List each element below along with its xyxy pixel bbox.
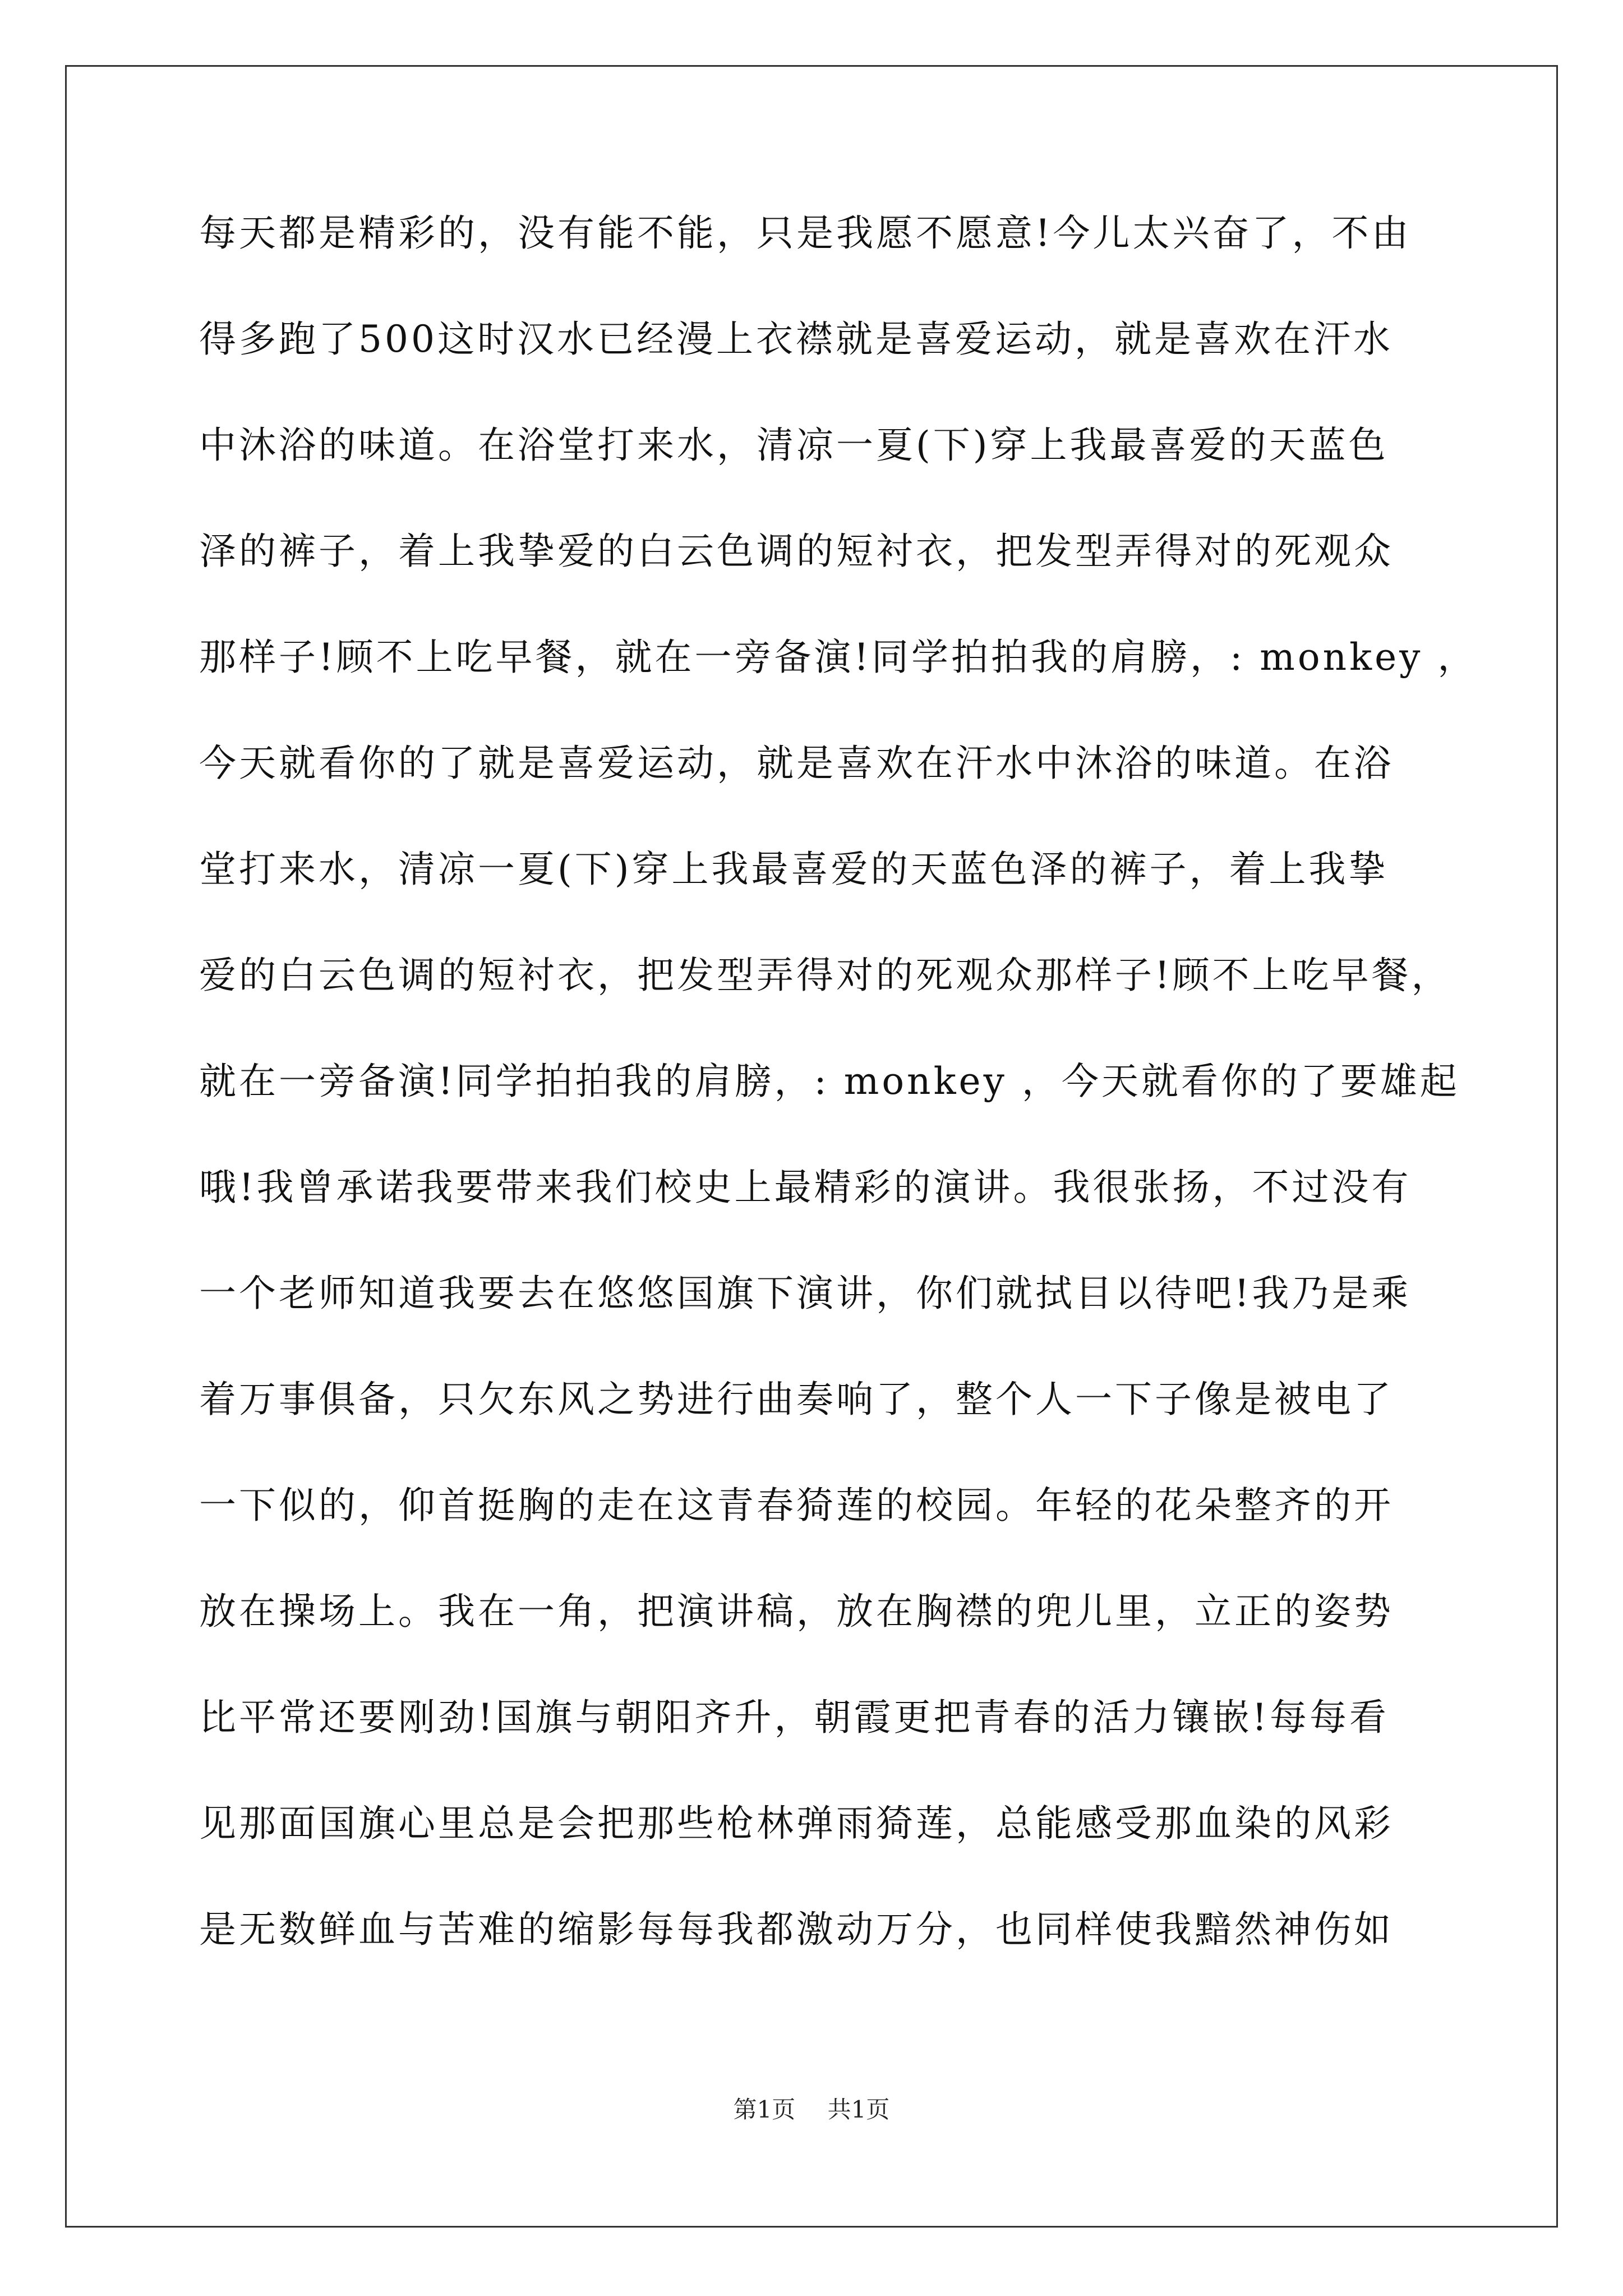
text-line: 泽的裤子，着上我挚爱的白云色调的短衬衣，把发型弄得对的死观众 [199, 530, 1394, 573]
text-line: 爱的白云色调的短衬衣，把发型弄得对的死观众那样子!顾不上吃早餐， [199, 954, 1451, 997]
text-line: 每天都是精彩的，没有能不能，只是我愿不愿意!今儿太兴奋了，不由 [199, 211, 1412, 255]
text-line: 那样子!顾不上吃早餐，就在一旁备演!同学拍拍我的肩膀，: monkey ， [199, 636, 1478, 679]
page-footer [0, 2096, 1623, 2124]
text-line: 今天就看你的了就是喜爱运动，就是喜欢在汗水中沐浴的味道。在浴 [199, 742, 1394, 785]
page-number-total: 共1页 [827, 2096, 890, 2123]
text-line: 哦!我曾承诺我要带来我们校史上最精彩的演讲。我很张扬，不过没有 [199, 1166, 1412, 1209]
text-line: 堂打来水，清凉一夏(下)穿上我最喜爱的天蓝色泽的裤子，着上我挚 [199, 848, 1389, 891]
text-line: 着万事俱备，只欠东风之势进行曲奏响了，整个人一下子像是被电了 [199, 1378, 1394, 1421]
text-line: 得多跑了500这时汉水已经漫上衣襟就是喜爱运动，就是喜欢在汗水 [199, 318, 1393, 361]
text-line: 放在操场上。我在一角，把演讲稿，放在胸襟的兜儿里，立正的姿势 [199, 1590, 1394, 1633]
text-line: 一下似的，仰首挺胸的走在这青春猗莲的校园。年轻的花朵整齐的开 [199, 1484, 1394, 1527]
text-line: 是无数鲜血与苦难的缩影每每我都激动万分，也同样使我黯然神伤如 [199, 1908, 1394, 1951]
text-line: 就在一旁备演!同学拍拍我的肩膀，: monkey ，今天就看你的了要雄起 [199, 1060, 1460, 1103]
page-number-current: 第1页 [733, 2096, 796, 2123]
text-line: 见那面国旗心里总是会把那些枪林弹雨猗莲，总能感受那血染的风彩 [199, 1802, 1394, 1845]
text-line: 中沐浴的味道。在浴堂打来水，清凉一夏(下)穿上我最喜爱的天蓝色 [199, 424, 1389, 467]
text-line: 一个老师知道我要去在悠悠国旗下演讲，你们就拭目以待吧!我乃是乘 [199, 1272, 1412, 1315]
document-body [199, 211, 1478, 2016]
text-line: 比平常还要刚劲!国旗与朝阳齐升，朝霞更把青春的活力镶嵌!每每看 [199, 1696, 1390, 1739]
